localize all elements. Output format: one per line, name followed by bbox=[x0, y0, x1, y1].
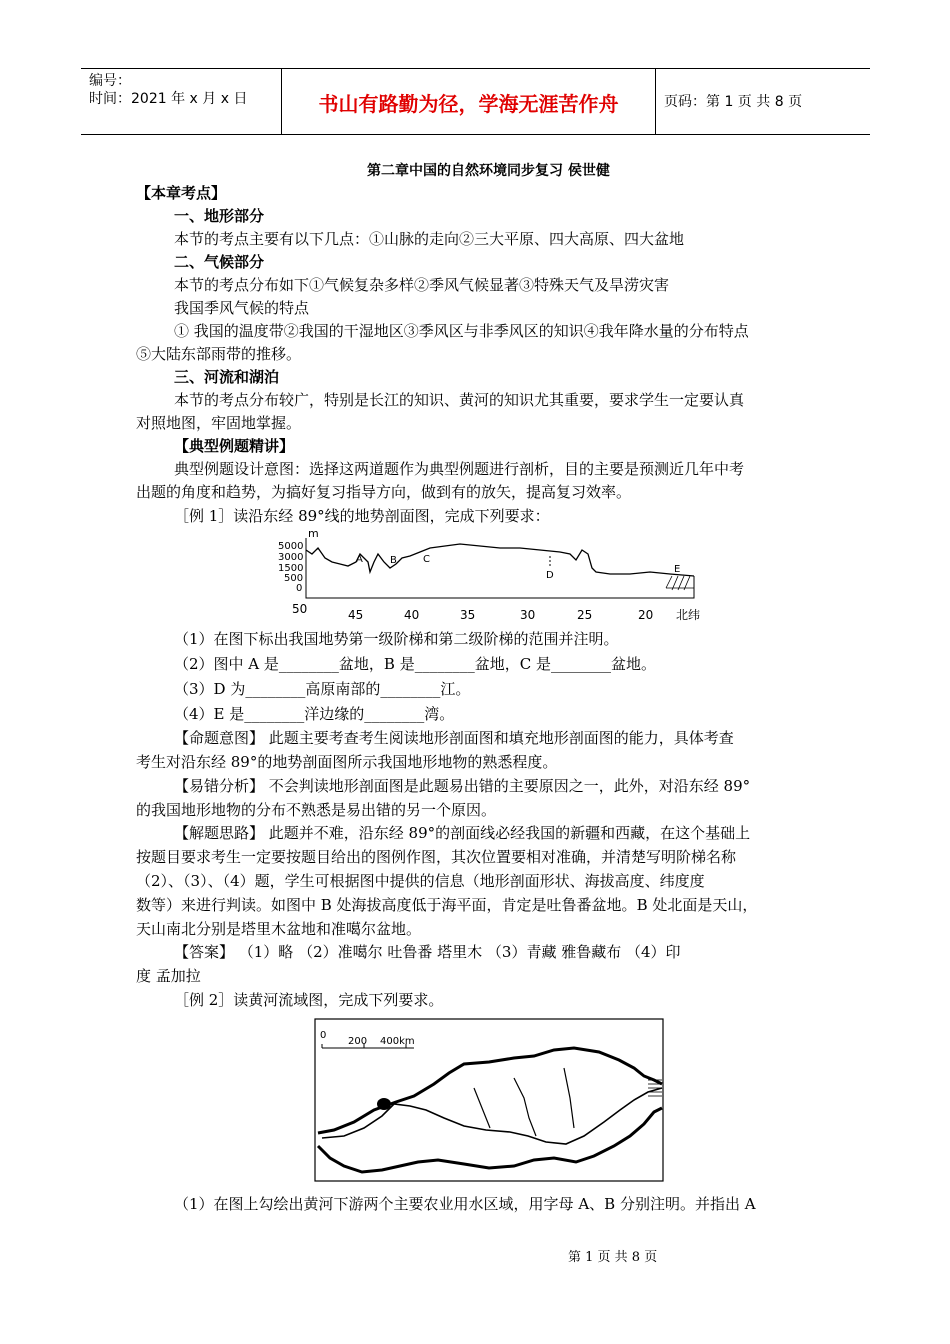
sea-hatch bbox=[666, 576, 694, 590]
profile-x-tick: 40 bbox=[404, 608, 420, 622]
point-label-b: B bbox=[390, 555, 397, 566]
profile-y-tick: 5000 bbox=[278, 541, 304, 552]
profile-x-tick: 45 bbox=[348, 608, 364, 622]
page-footer: 第 1 页 共 8 页 bbox=[568, 1250, 658, 1265]
point-label-d: D bbox=[546, 570, 554, 581]
profile-y-tick: 1500 bbox=[278, 563, 304, 574]
analysis-line: 【易错分析】 不会判读地形剖面图是此题易出错的主要原因之一，此外，对沿东经 89° bbox=[174, 777, 751, 795]
paragraph-line: ⑤大陆东部雨带的推移。 bbox=[136, 345, 302, 363]
paragraph-line: 本节的考点分布如下①气候复杂多样②季风气候显著③特殊天气及旱涝灾害 bbox=[174, 276, 670, 294]
profile-x-tick: 20 bbox=[638, 608, 654, 622]
page-label: 页码：第 1 页 共 8 页 bbox=[664, 94, 803, 110]
sub-heading: 三、河流和湖泊 bbox=[174, 368, 280, 386]
section-heading: 【本章考点】 bbox=[136, 184, 227, 202]
point-label-a: A bbox=[356, 554, 363, 565]
svg-text:400km: 400km bbox=[380, 1036, 415, 1047]
sub-heading: 二、气候部分 bbox=[174, 253, 265, 271]
analysis-line: （2）、（3）、（4）题，学生可根据图中提供的信息（地形剖面形状、海拔高度、纬度度 bbox=[136, 872, 705, 890]
time-label: 时间：2021 年 x 月 x 日 bbox=[89, 91, 248, 107]
profile-frame bbox=[306, 538, 694, 598]
analysis-line: 【命题意图】 此题主要考查考生阅读地形剖面图和填充地形剖面图的能力，具体考查 bbox=[174, 729, 734, 747]
profile-y-tick: 3000 bbox=[278, 552, 304, 563]
question-item: （1）在图下标出我国地势第一级阶梯和第二级阶梯的范围并注明。 bbox=[174, 630, 619, 648]
question-prompt: ［例 2］读黄河流域图，完成下列要求。 bbox=[174, 991, 444, 1009]
analysis-line: 【解题思路】 此题并不难，沿东经 89°的剖面线必经我国的新疆和西藏，在这个基础上 bbox=[174, 824, 751, 842]
point-label-c: C bbox=[423, 554, 430, 565]
paragraph-line: 出题的角度和趋势，为搞好复习指导方向，做到有的放矢，提高复习效率。 bbox=[136, 483, 632, 501]
analysis-line: 考生对沿东经 89°的地势剖面图所示我国地形地物的熟悉程度。 bbox=[136, 753, 558, 771]
paragraph-line: 本节的考点分布较广，特别是长江的知识、黄河的知识尤其重要，要求学生一定要认真 bbox=[174, 391, 745, 409]
profile-x-tick: 35 bbox=[460, 608, 476, 622]
sub-heading: 一、地形部分 bbox=[174, 207, 265, 225]
header-motto: 书山有路勤为径，学海无涯苦作舟 bbox=[318, 92, 619, 116]
answer-line: 【答案】 （1）略 （2）准噶尔 吐鲁番 塔里木 （3）青藏 雅鲁藏布 （4）印 bbox=[174, 943, 681, 961]
header-top-rule bbox=[81, 68, 870, 69]
map-frame bbox=[315, 1019, 663, 1181]
svg-text:0: 0 bbox=[320, 1030, 327, 1041]
header-divider-right bbox=[655, 68, 656, 134]
profile-line bbox=[306, 544, 694, 576]
profile-bottom-left: 50 bbox=[292, 602, 308, 616]
question-item: （2）图中 A 是________盆地，B 是________盆地，C 是________盆地。 bbox=[174, 655, 656, 673]
lake-mark bbox=[377, 1098, 391, 1110]
paragraph-line: 我国季风气候的特点 bbox=[174, 299, 310, 317]
profile-unit: m bbox=[308, 528, 319, 540]
profile-y-tick: 500 bbox=[284, 573, 304, 584]
profile-y-tick: 0 bbox=[296, 583, 303, 594]
analysis-line: 的我国地形地物的分布不熟悉是易出错的另一个原因。 bbox=[136, 801, 497, 819]
header-bottom-rule bbox=[81, 134, 870, 135]
paragraph-line: ① 我国的温度带②我国的干湿地区③季风区与非季风区的知识④我年降水量的分布特点 bbox=[174, 322, 749, 340]
terrain-profile-figure bbox=[270, 528, 710, 628]
question-item: （1）在图上勾绘出黄河下游两个主要农业用水区域，用字母 A、B 分别注明。并指出 A bbox=[174, 1195, 756, 1213]
analysis-line: 天山南北分别是塔里木盆地和准噶尔盆地。 bbox=[136, 920, 422, 938]
analysis-line: 按题目要求考生一定要按题目给出的图例作图，其次位置要相对准确，并清楚写明阶梯名称 bbox=[136, 848, 737, 866]
serial-label: 编号： bbox=[89, 73, 131, 89]
paragraph-line: 对照地图，牢固地掌握。 bbox=[136, 414, 302, 432]
point-label-e: E bbox=[674, 564, 681, 575]
yellow-river-map bbox=[314, 1018, 664, 1183]
analysis-line: 数等）来进行判读。如图中 B 处海拔高度低于海平面，肯定是吐鲁番盆地。B 处北面是天山， bbox=[136, 896, 758, 914]
svg-text:200: 200 bbox=[348, 1036, 368, 1047]
question-item: （3）D 为________高原南部的________江。 bbox=[174, 680, 471, 698]
paragraph-line: 本节的考点主要有以下几点：①山脉的走向②三大平原、四大高原、四大盆地 bbox=[174, 230, 685, 248]
section-heading: 【典型例题精讲】 bbox=[174, 437, 295, 455]
profile-x-tick: 25 bbox=[577, 608, 593, 622]
answer-line: 度 孟加拉 bbox=[136, 967, 201, 985]
page-title: 第二章中国的自然环境同步复习 侯世健 bbox=[367, 163, 610, 179]
question-item: （4）E 是________洋边缘的________湾。 bbox=[174, 705, 455, 723]
profile-x-unit: 北纬 bbox=[676, 608, 701, 622]
profile-x-tick: 30 bbox=[520, 608, 536, 622]
question-prompt: ［例 1］读沿东经 89°线的地势剖面图，完成下列要求： bbox=[174, 507, 550, 525]
paragraph-line: 典型例题设计意图：选择这两道题作为典型例题进行剖析，目的主要是预测近几年中考 bbox=[174, 460, 745, 478]
